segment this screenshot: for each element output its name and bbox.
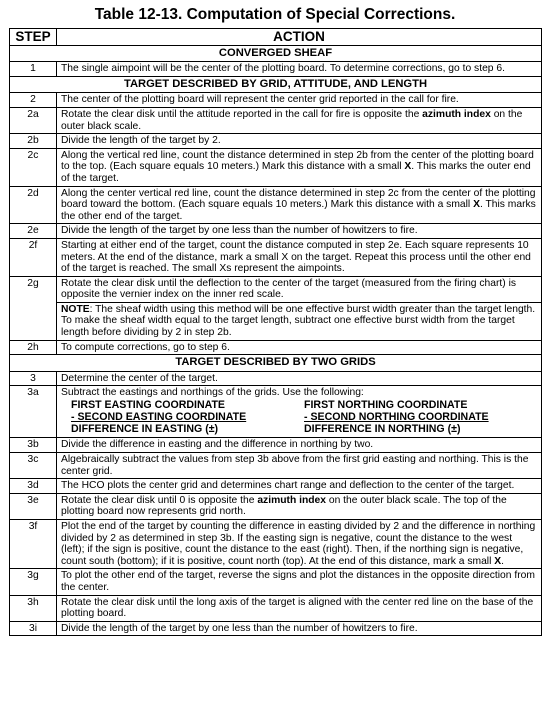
step-cell: 2f — [10, 238, 57, 276]
action-cell: Rotate the clear disk until the deflection to the center of the target (measured from the firing chart) is opposite the vernier index on the inner red scale. — [57, 276, 542, 302]
action-header: ACTION — [57, 29, 542, 46]
section-two-grids: TARGET DESCRIBED BY TWO GRIDS — [10, 355, 542, 372]
note-text: : The sheaf width using this method will be one effective burst width greater than the target length. To make the sheaf width equal to the target length, subtract one effective burst width from the target length before dividing by 2 in step 2b. — [61, 303, 536, 339]
action-cell — [57, 148, 542, 186]
table-row — [10, 340, 542, 355]
table-row — [10, 595, 542, 621]
note-row — [10, 302, 542, 340]
table-row — [10, 134, 542, 149]
table-row — [10, 186, 542, 224]
step-cell: 3a — [10, 386, 57, 438]
section-grid-attitude-length: TARGET DESCRIBED BY GRID, ATTITUDE, AND LENGTH — [10, 76, 542, 93]
table-row — [10, 438, 542, 453]
table-row — [10, 493, 542, 519]
step-cell: 1 — [10, 62, 57, 77]
action-bold-text: X — [473, 199, 480, 211]
action-cell — [57, 186, 542, 224]
action-cell: The single aimpoint will be the center of the plotting board. To determine corrections, go to step 6. — [57, 62, 542, 77]
table-row — [10, 62, 542, 77]
northing-line-3: DIFFERENCE IN NORTHING (±) — [304, 422, 461, 435]
step-header: STEP — [10, 29, 57, 46]
action-bold-text: X — [494, 555, 502, 567]
action-cell: To plot the other end of the target, reverse the signs and plot the distances in the opposite direction from the center. — [57, 569, 542, 595]
action-cell: To compute corrections, go to step 6. — [57, 340, 542, 355]
table-row — [10, 569, 542, 595]
action-text: Subtract the eastings and northings of the grids. Use the following: — [61, 387, 364, 399]
table-row — [10, 386, 542, 438]
step-cell: 3b — [10, 438, 57, 453]
note-cell — [57, 302, 542, 340]
step-cell: 3 — [10, 371, 57, 386]
section-row — [10, 355, 542, 372]
step-cell: 2d — [10, 186, 57, 224]
step-cell: 2b — [10, 134, 57, 149]
action-text: . This marks the other end of the target. — [61, 199, 536, 222]
step-cell: 3i — [10, 621, 57, 636]
step-cell: 2a — [10, 107, 57, 133]
action-bold-text: azimuth index — [422, 108, 491, 120]
action-text: . This marks the outer end of the target. — [61, 161, 531, 184]
action-cell — [57, 519, 542, 568]
table-row — [10, 238, 542, 276]
table-title: Table 12-13. Computation of Special Corrections. — [94, 6, 456, 23]
step-cell: 3c — [10, 453, 57, 479]
northing-line-1: FIRST NORTHING COORDINATE — [304, 399, 468, 412]
step-cell: 2g — [10, 276, 57, 340]
action-text: on the outer black scale. — [61, 108, 523, 132]
action-cell — [57, 493, 542, 519]
easting-line-2: - SECOND EASTING COORDINATE — [71, 410, 247, 423]
action-cell: Determine the center of the target. — [57, 371, 542, 386]
action-text: Plot the end of the target by counting the difference in easting divided by 2 and the difference in northing divided by 2 as determined in step 3b. If the easting sign is negative, count the distance to the west (left); if the sign is positive, count the distance to the east (right). Then, if the northing sign is negative, count south (bottom); if it is positive, count north (top). At the end of this distance, mark a small — [61, 520, 536, 567]
section-row — [10, 45, 542, 62]
step-cell: 3f — [10, 519, 57, 568]
table-row — [10, 519, 542, 568]
action-cell: Algebraically subtract the values from step 3b above from the first grid easting and northing. This is the center grid. — [57, 453, 542, 479]
action-cell: Starting at either end of the target, count the distance computed in step 2e. Each square represents 10 meters. At the end of the distance, mark a small X on the target. Repeat this process until the other end of the target is reached. The small Xs represent the aimpoints. — [57, 238, 542, 276]
action-cell — [57, 107, 542, 133]
action-cell: Divide the length of the target by one less than the number of howitzers to fire. — [57, 621, 542, 636]
action-text: Along the vertical red line, count the distance determined in step 2b from the center of the plotting board to the top. (Each square equals 10 meters.) Mark this distance with a small — [61, 149, 534, 173]
table-row — [10, 276, 542, 302]
easting-formula — [71, 400, 304, 435]
step-cell: 3g — [10, 569, 57, 595]
step-cell: 3h — [10, 595, 57, 621]
table-row — [10, 93, 542, 108]
table-row — [10, 453, 542, 479]
action-bold-text: azimuth index — [257, 494, 326, 506]
action-text: Rotate the clear disk until the attitude reported in the call for fire is opposite the — [61, 108, 423, 120]
step-cell: 2c — [10, 148, 57, 186]
action-cell: Divide the difference in easting and the difference in northing by two. — [57, 438, 542, 453]
corrections-table — [9, 28, 542, 636]
action-cell: Divide the length of the target by one less than the number of howitzers to fire. — [57, 224, 542, 239]
note-label: NOTE — [61, 303, 90, 315]
step-cell: 2 — [10, 93, 57, 108]
table-row — [10, 107, 542, 133]
difference-formula — [61, 399, 537, 436]
step-cell: 3e — [10, 493, 57, 519]
easting-line-1: FIRST EASTING COORDINATE — [71, 399, 226, 412]
action-cell: The HCO plots the center grid and determines chart range and deflection to the center of the target. — [57, 479, 542, 494]
action-cell: Divide the length of the target by 2. — [57, 134, 542, 149]
action-text: Along the center vertical red line, count the distance determined in step 2c from the center of the plotting board toward the bottom. (Each square equals 10 meters.) Mark this distance with a small — [61, 187, 536, 211]
action-text: on the outer black scale. The top of the plotting board now represents grid north. — [61, 494, 507, 518]
northing-formula — [304, 400, 537, 435]
action-bold-text: X — [404, 161, 412, 173]
section-converged-sheaf: CONVERGED SHEAF — [10, 45, 542, 62]
table-row — [10, 621, 542, 636]
step-cell: 3d — [10, 479, 57, 494]
table-row — [10, 479, 542, 494]
step-cell: 2h — [10, 340, 57, 355]
action-cell — [57, 386, 542, 438]
easting-line-3: DIFFERENCE IN EASTING (±) — [71, 422, 219, 435]
section-row — [10, 76, 542, 93]
action-text: . — [501, 555, 504, 567]
table-row — [10, 224, 542, 239]
table-row — [10, 371, 542, 386]
action-cell: Rotate the clear disk until the long axis of the target is aligned with the center red line on the base of the plotting board. — [57, 595, 542, 621]
step-cell: 2e — [10, 224, 57, 239]
action-cell: The center of the plotting board will represent the center grid reported in the call for fire. — [57, 93, 542, 108]
table-row — [10, 148, 542, 186]
header-row — [10, 29, 542, 46]
northing-line-2: - SECOND NORTHING COORDINATE — [304, 410, 489, 423]
action-text: Rotate the clear disk until 0 is opposite the — [61, 494, 258, 506]
